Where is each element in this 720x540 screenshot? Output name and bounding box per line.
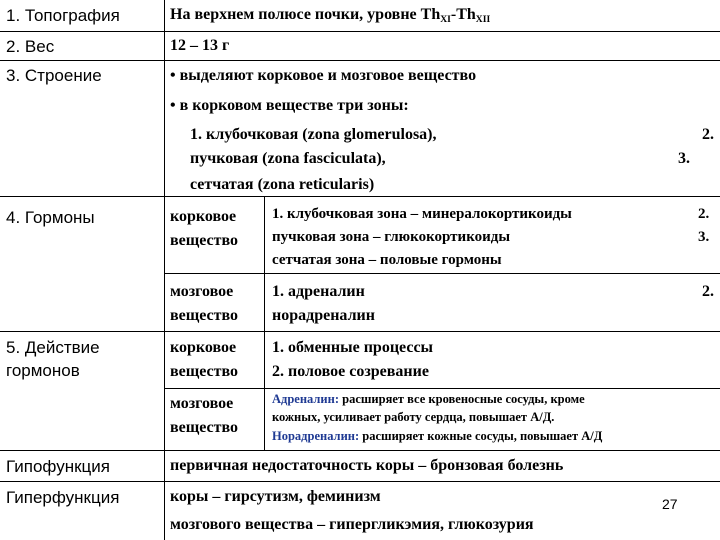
action-cortex-word-2: вещество	[170, 363, 239, 380]
hyperfunction-label: Гиперфункция	[6, 488, 120, 507]
topography-value	[170, 7, 490, 25]
action-label-2: гормонов	[6, 361, 80, 380]
hormones-medulla-line-2: норадреналин	[272, 307, 375, 324]
hypofunction-label: Гипофункция	[6, 457, 110, 476]
hormones-cortex-word-2: вещество	[170, 232, 239, 249]
column-divider	[164, 0, 165, 540]
structure-num-3: 3.	[678, 150, 690, 167]
noradrenaline-line	[272, 430, 602, 443]
topography-dash: -Th	[450, 6, 476, 23]
action-cortex-line-2: 2. половое созревание	[272, 363, 429, 380]
hormones-cortex-line-2: пучковая зона – глюкокортикоиды	[272, 229, 511, 245]
hormones-cortex-word-1: корковое	[170, 208, 237, 225]
row-divider	[0, 196, 720, 197]
inner-column-divider	[264, 196, 265, 450]
page-number: 27	[662, 496, 678, 512]
noradrenaline-label: Норадреналин:	[272, 429, 360, 443]
structure-bullet-2: • в корковом веществе три зоны:	[170, 97, 409, 114]
hormones-medulla-line-1: 1. адреналин	[272, 283, 365, 300]
adrenaline-line-1	[272, 393, 585, 406]
hyperfunction-value-2: мозгового вещества – гипергликэмия, глюкозурия	[170, 516, 534, 533]
hormones-label: 4. Гормоны	[6, 208, 95, 227]
hormones-cortex-num-2: 2.	[698, 206, 710, 222]
hormones-cortex-num-3: 3.	[698, 229, 710, 245]
row-divider	[0, 481, 720, 482]
action-cortex-word-1: корковое	[170, 339, 237, 356]
structure-zone-1: 1. клубочковая (zona glomerulosa),	[190, 126, 437, 143]
structure-bullet-1: • выделяют корковое и мозговое вещество	[170, 67, 477, 84]
adrenaline-line-2: кожных, усиливает работу сердца, повышает А/Д.	[272, 410, 555, 424]
topography-sub-xi: XI	[440, 14, 451, 25]
topography-text: На верхнем полюсе почки, уровне Th	[170, 6, 441, 23]
structure-num-2: 2.	[702, 126, 714, 143]
hypofunction-value: первичная недостаточность коры – бронзовая болезнь	[170, 457, 564, 474]
weight-value: 12 – 13 г	[170, 37, 230, 54]
hormones-medulla-num-2: 2.	[702, 283, 714, 300]
row-divider	[0, 60, 720, 61]
adrenaline-label: Адреналин:	[272, 392, 339, 406]
structure-label: 3. Строение	[6, 66, 102, 85]
noradrenaline-text: расширяет кожные сосуды, повышает А/Д	[359, 429, 603, 443]
action-medulla-word-2: вещество	[170, 419, 239, 436]
action-label-1: 5. Действие	[6, 338, 100, 357]
row-subdivider	[164, 388, 720, 389]
structure-zone-3: сетчатая (zona reticularis)	[190, 176, 375, 193]
adrenaline-text-1: расширяет все кровеносные сосуды, кроме	[339, 392, 585, 406]
action-cortex-line-1: 1. обменные процессы	[272, 339, 434, 356]
topography-label: 1. Топография	[6, 6, 120, 25]
hormones-cortex-line-1: 1. клубочковая зона – минералокортикоиды	[272, 206, 572, 222]
weight-label: 2. Вес	[6, 37, 55, 56]
topography-sub-xii: XII	[475, 14, 491, 25]
row-divider	[0, 450, 720, 451]
row-divider	[0, 331, 720, 332]
action-medulla-word-1: мозговое	[170, 395, 234, 412]
hormones-cortex-line-3: сетчатая зона – половые гормоны	[272, 252, 502, 268]
hormones-medulla-word-1: мозговое	[170, 283, 234, 300]
row-subdivider	[164, 273, 720, 274]
hormones-medulla-word-2: вещество	[170, 307, 239, 324]
hyperfunction-value-1: коры – гирсутизм, феминизм	[170, 488, 381, 505]
row-divider	[0, 31, 720, 32]
structure-zone-2: пучковая (zona fasciculata),	[190, 150, 386, 167]
